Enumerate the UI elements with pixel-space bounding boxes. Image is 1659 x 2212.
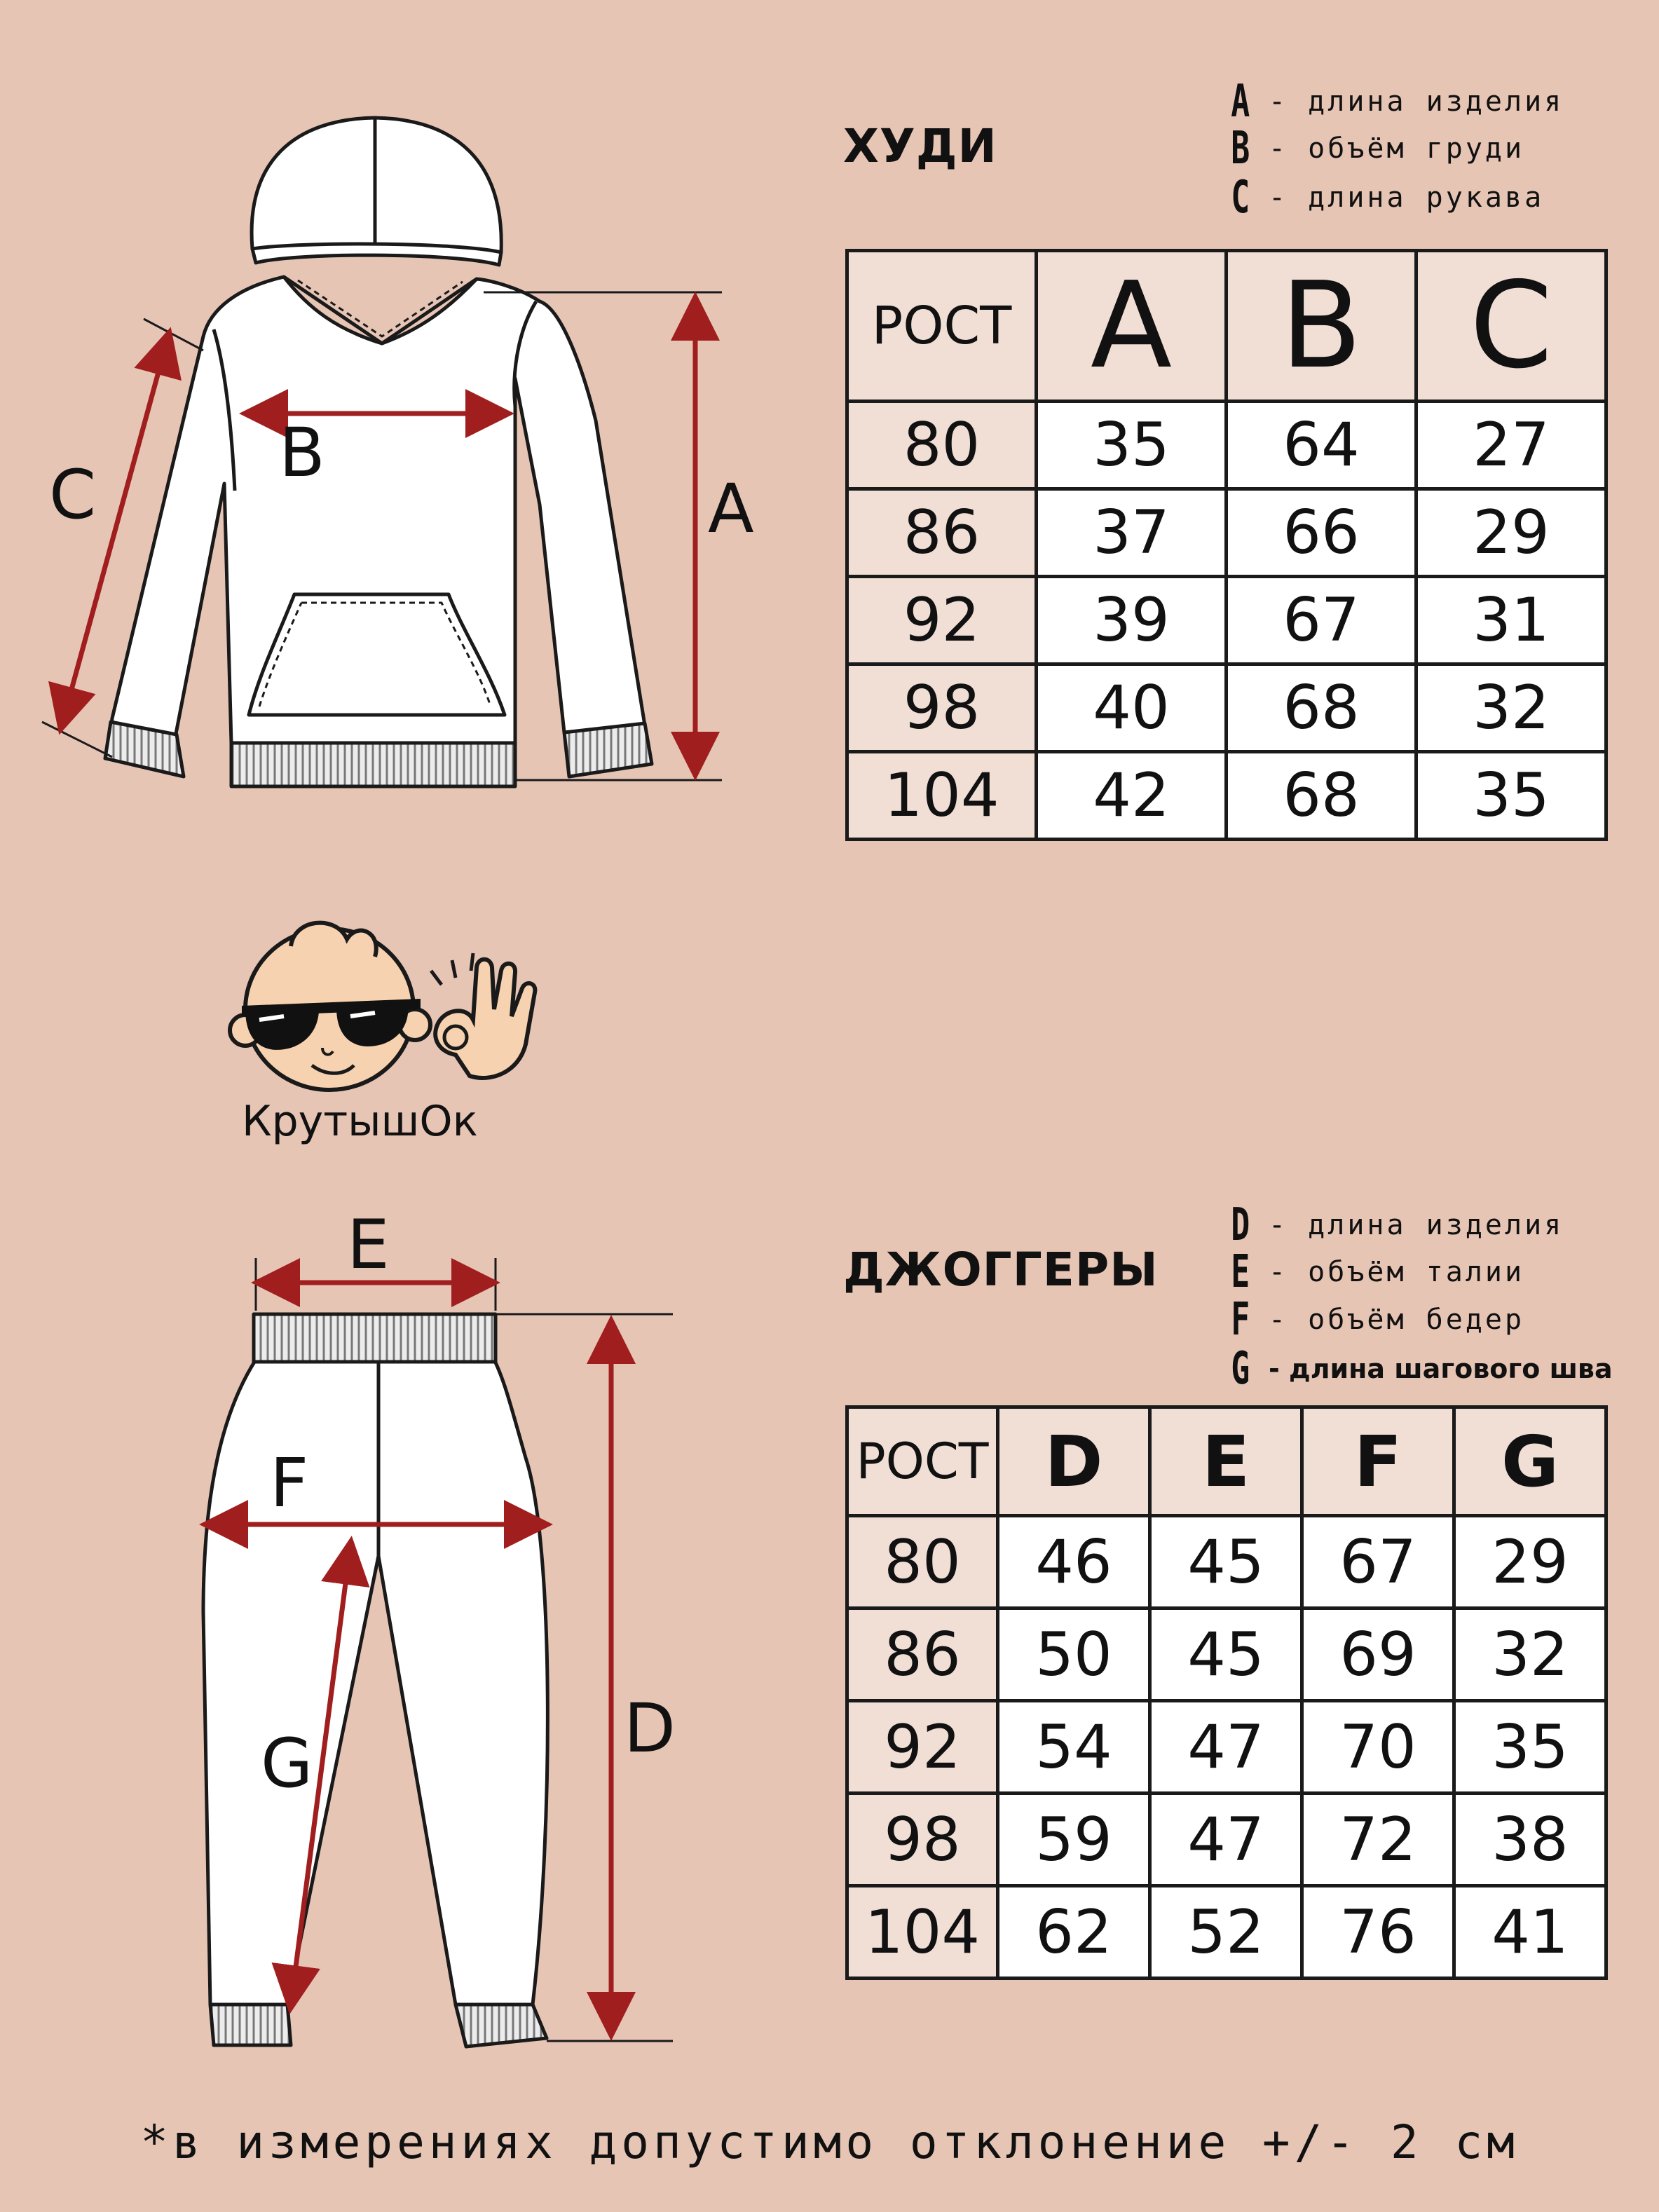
table-row — [847, 402, 1606, 489]
dim-label-b: B — [279, 414, 325, 492]
value-cell: 41 — [1454, 1886, 1606, 1979]
value-cell: 59 — [998, 1794, 1150, 1886]
dim-label-g: G — [261, 1724, 313, 1803]
header-cell-e: E — [1150, 1407, 1302, 1516]
value-cell: 68 — [1227, 752, 1416, 840]
value-cell: 66 — [1227, 489, 1416, 577]
legend-letter: G — [1231, 1343, 1250, 1395]
value-cell: 40 — [1037, 664, 1227, 752]
table-header-row — [847, 251, 1606, 402]
joggers-size-table — [845, 1405, 1608, 1980]
legend-letter: E — [1231, 1246, 1250, 1298]
value-cell: 39 — [1037, 577, 1227, 664]
dim-label-f: F — [270, 1444, 309, 1522]
value-cell: 62 — [998, 1886, 1150, 1979]
table-row — [847, 489, 1606, 577]
height-cell: 98 — [847, 1794, 998, 1886]
value-cell: 45 — [1150, 1609, 1302, 1701]
value-cell: 46 — [998, 1516, 1150, 1609]
hoodie-legend-item — [1225, 173, 1544, 222]
value-cell: 31 — [1416, 577, 1606, 664]
legend-text: - длина шагового шва — [1269, 1353, 1613, 1384]
value-cell: 35 — [1454, 1701, 1606, 1794]
value-cell: 52 — [1150, 1886, 1302, 1979]
joggers-legend-item — [1225, 1201, 1564, 1250]
height-cell: 92 — [847, 1701, 998, 1794]
table-row — [847, 1609, 1606, 1701]
legend-text: - длина рукава — [1269, 182, 1545, 214]
height-cell: 80 — [847, 402, 1037, 489]
value-cell: 68 — [1227, 664, 1416, 752]
dim-label-c: C — [49, 456, 97, 534]
table-row — [847, 1701, 1606, 1794]
legend-letter: D — [1231, 1199, 1250, 1251]
value-cell: 70 — [1302, 1701, 1454, 1794]
height-cell: 104 — [847, 1886, 998, 1979]
table-row — [847, 577, 1606, 664]
value-cell: 32 — [1454, 1609, 1606, 1701]
height-cell: 92 — [847, 577, 1037, 664]
value-cell: 32 — [1416, 664, 1606, 752]
value-cell: 67 — [1227, 577, 1416, 664]
joggers-legend-item — [1225, 1344, 1613, 1393]
table-row — [847, 1886, 1606, 1979]
legend-text: - длина изделия — [1269, 1209, 1564, 1241]
legend-letter: C — [1231, 172, 1250, 224]
value-cell: 42 — [1037, 752, 1227, 840]
header-cell-a: A — [1037, 251, 1227, 402]
height-cell: 98 — [847, 664, 1037, 752]
header-cell-rost: РОСТ — [847, 1407, 998, 1516]
legend-letter: A — [1231, 76, 1250, 128]
header-cell-c: C — [1416, 251, 1606, 402]
table-row — [847, 1794, 1606, 1886]
legend-text: - объём груди — [1269, 132, 1525, 165]
value-cell: 37 — [1037, 489, 1227, 577]
value-cell: 35 — [1037, 402, 1227, 489]
value-cell: 69 — [1302, 1609, 1454, 1701]
dim-label-e: E — [347, 1206, 390, 1284]
height-cell: 86 — [847, 1609, 998, 1701]
hoodie-legend-item — [1225, 77, 1564, 126]
hoodie-size-table — [845, 249, 1608, 841]
value-cell: 38 — [1454, 1794, 1606, 1886]
hoodie-title: ХУДИ — [843, 119, 997, 173]
hoodie-legend-item — [1225, 124, 1524, 173]
value-cell: 64 — [1227, 402, 1416, 489]
legend-letter: B — [1231, 123, 1250, 175]
header-cell-g: G — [1454, 1407, 1606, 1516]
value-cell: 50 — [998, 1609, 1150, 1701]
legend-text: - объём талии — [1269, 1256, 1525, 1288]
value-cell: 29 — [1416, 489, 1606, 577]
joggers-illustration — [0, 1192, 813, 2068]
value-cell: 54 — [998, 1701, 1150, 1794]
logo-text: КрутышОк — [242, 1097, 478, 1146]
header-cell-f: F — [1302, 1407, 1454, 1516]
header-cell-rost: РОСТ — [847, 251, 1037, 402]
value-cell: 47 — [1150, 1701, 1302, 1794]
tolerance-note: *в измерениях допустимо отклонение +/- 2 см — [140, 2115, 1519, 2169]
table-row — [847, 1516, 1606, 1609]
dim-label-d: D — [624, 1689, 676, 1768]
value-cell: 35 — [1416, 752, 1606, 840]
value-cell: 76 — [1302, 1886, 1454, 1979]
joggers-legend-item — [1225, 1248, 1524, 1297]
legend-text: - длина изделия — [1269, 86, 1564, 118]
height-cell: 86 — [847, 489, 1037, 577]
legend-letter: F — [1231, 1294, 1250, 1346]
value-cell: 27 — [1416, 402, 1606, 489]
value-cell: 29 — [1454, 1516, 1606, 1609]
value-cell: 72 — [1302, 1794, 1454, 1886]
height-cell: 104 — [847, 752, 1037, 840]
table-row — [847, 752, 1606, 840]
legend-text: - объём бедер — [1269, 1304, 1525, 1336]
height-cell: 80 — [847, 1516, 998, 1609]
table-header-row — [847, 1407, 1606, 1516]
value-cell: 47 — [1150, 1794, 1302, 1886]
table-row — [847, 664, 1606, 752]
joggers-legend-item — [1225, 1295, 1524, 1344]
header-cell-b: B — [1227, 251, 1416, 402]
value-cell: 67 — [1302, 1516, 1454, 1609]
header-cell-d: D — [998, 1407, 1150, 1516]
dim-label-a: A — [708, 470, 754, 548]
logo-mascot — [224, 904, 547, 1107]
hoodie-illustration — [0, 0, 813, 827]
joggers-title: ДЖОГГЕРЫ — [843, 1243, 1159, 1297]
value-cell: 45 — [1150, 1516, 1302, 1609]
